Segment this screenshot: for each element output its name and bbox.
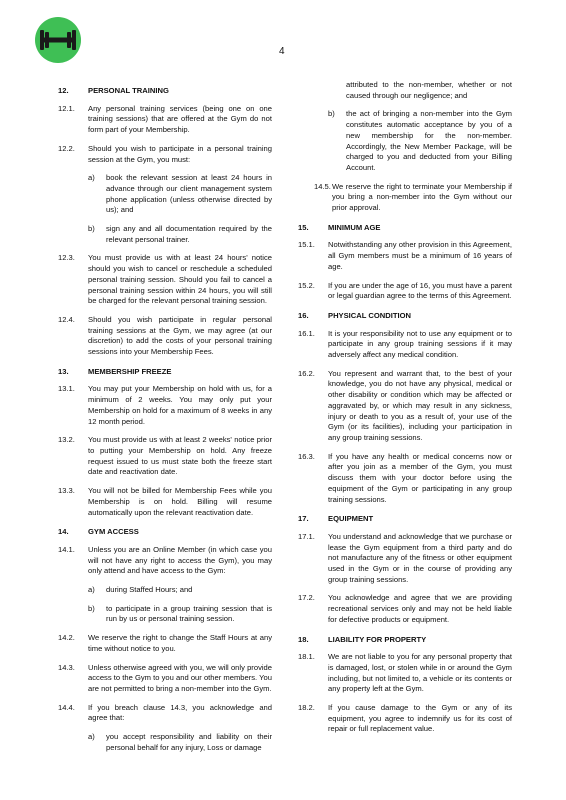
clause: 12.3. You must provide us with at least 24 hours' notice should you wish to cancel or reschedule a scheduled personal training session. Should you fail to cancel a personal training session within 24 hours, you will still be charged for the relevant personal training session. — [58, 253, 272, 306]
section-heading: 17. EQUIPMENT — [298, 514, 374, 524]
section-heading: 18. LIABILITY FOR PROPERTY — [298, 634, 427, 644]
clause: 17.2. You acknowledge and agree that we are providing recreational services only and may not be held liable for defective products or equipment. — [298, 593, 512, 624]
gym-logo — [34, 16, 82, 64]
sub-clause: b) sign any and all documentation required by the relevant personal trainer. — [88, 224, 272, 244]
clause: 14.1. Unless you are an Online Member (in which case you will not have any right to access the Gym), you may only attend and have access to the Gym: — [58, 544, 272, 576]
sub-clause-continued: attributed to the non-member, whether or not caused through our negligence; and — [346, 80, 512, 100]
section-heading: 13. MEMBERSHIP FREEZE — [58, 366, 172, 376]
section-heading: 16. PHYSICAL CONDITION — [298, 310, 411, 320]
clause: 13.1. You may put your Membership on hold with us, for a minimum of 2 weeks. You may only put your Membership on hold for a maximum of 8 weeks in any 12 month period. — [58, 384, 272, 426]
clause: 18.1. We are not liable to you for any personal property that is damaged, lost, or stolen while in or around the Gym including, but not limited to, a vehicle or its contents or any property left at the Gym. — [298, 652, 512, 694]
clause: 12.1. Any personal training services (being one on one training sessions) that are offered at the Gym do not form part of your Membership. — [58, 103, 272, 135]
clause: 17.1. You understand and acknowledge that we purchase or lease the Gym equipment from a third party and do not manufacture any of the fitness or other equipment used in the Gym or in the course of providing any group training sessions. — [298, 531, 512, 584]
clause: 14.5. We reserve the right to terminate your Membership if you bring a non-member into the Gym without our prior approval. — [314, 181, 512, 213]
left-column — [58, 86, 272, 761]
sub-clause: b) to participate in a group training session that is run by us or personal training session. — [88, 603, 272, 624]
clause: 13.2. You must provide us with at least 2 weeks' notice prior to putting your Membership on hold. Any freeze request issued to us must state both the freeze start date and reactivation date. — [58, 435, 272, 477]
section-heading: 15. MINIMUM AGE — [298, 222, 381, 232]
clause: 12.4. Should you wish participate in regular personal training sessions at the Gym, we may agree (at our discretion) to add the costs of your personal training sessions into your Membership Fees. — [58, 314, 272, 357]
sub-clause: a) during Staffed Hours; and — [88, 585, 193, 595]
sub-clause: a) you accept responsibility and liability on their personal behalf for any injury, Loss or damage — [88, 732, 272, 752]
clause: 12.2. Should you wish to participate in a personal training session at the Gym, you must: — [58, 143, 272, 164]
clause: 16.3. If you have any health or medical concerns now or after you join as a member of the Gym, you must discuss them with your doctor before using the equipment of the Gym or participating in any group training sessions. — [298, 451, 512, 504]
clause: 13.3. You will not be billed for Membership Fees while you Membership is on hold. Billing will resume automatically upon the relevant reactivation date. — [58, 486, 272, 517]
clause: 18.2. If you cause damage to the Gym or any of its equipment, you agree to indemnify us for its cost of repair or full replacement value. — [298, 703, 512, 734]
sub-clause: b) the act of bringing a non-member into the Gym constitutes automatic acceptance by you of a new membership for the non-member. Accordingly, the New Member Package, will be charged to you and deducted from your Billing Account. — [328, 109, 512, 172]
clause: 16.2. You represent and warrant that, to the best of your knowledge, you do not have any physical, medical or other disability or condition which may be affected or aggravated by, or which may result in any sickness, injury or death to you as a result of, your use of the Gym (or its facilities), including your participation in any group training sessions. — [298, 368, 512, 442]
clause: 14.3. Unless otherwise agreed with you, we will only provide access to the Gym to you and our other members. You are not permitted to bring a non-member into the Gym. — [58, 662, 272, 693]
clause: 14.4. If you breach clause 14.3, you acknowledge and agree that: — [58, 702, 272, 723]
clause: 16.1. It is your responsibility not to use any equipment or to participate in any group training sessions if it may adversely affect any medical condition. — [298, 328, 512, 360]
sub-clause: a) book the relevant session at least 24 hours in advance through our client management system phone application (unless otherwise directed by us); and — [88, 173, 272, 215]
page-number: 4 — [279, 46, 285, 57]
dumbbell-logo-icon — [34, 16, 82, 64]
clause: 15.1. Notwithstanding any other provision in this Agreement, all Gym members must be a minimum of 16 years of age. — [298, 240, 512, 271]
section-heading: 14. GYM ACCESS — [58, 527, 139, 537]
clause: 15.2. If you are under the age of 16, you must have a parent or legal guardian agree to the terms of this Agreement. — [298, 280, 512, 301]
section-heading: 12. PERSONAL TRAINING — [58, 86, 169, 95]
right-column — [298, 80, 512, 743]
clause: 14.2. We reserve the right to change the Staff Hours at any time without notice to you. — [58, 633, 272, 653]
